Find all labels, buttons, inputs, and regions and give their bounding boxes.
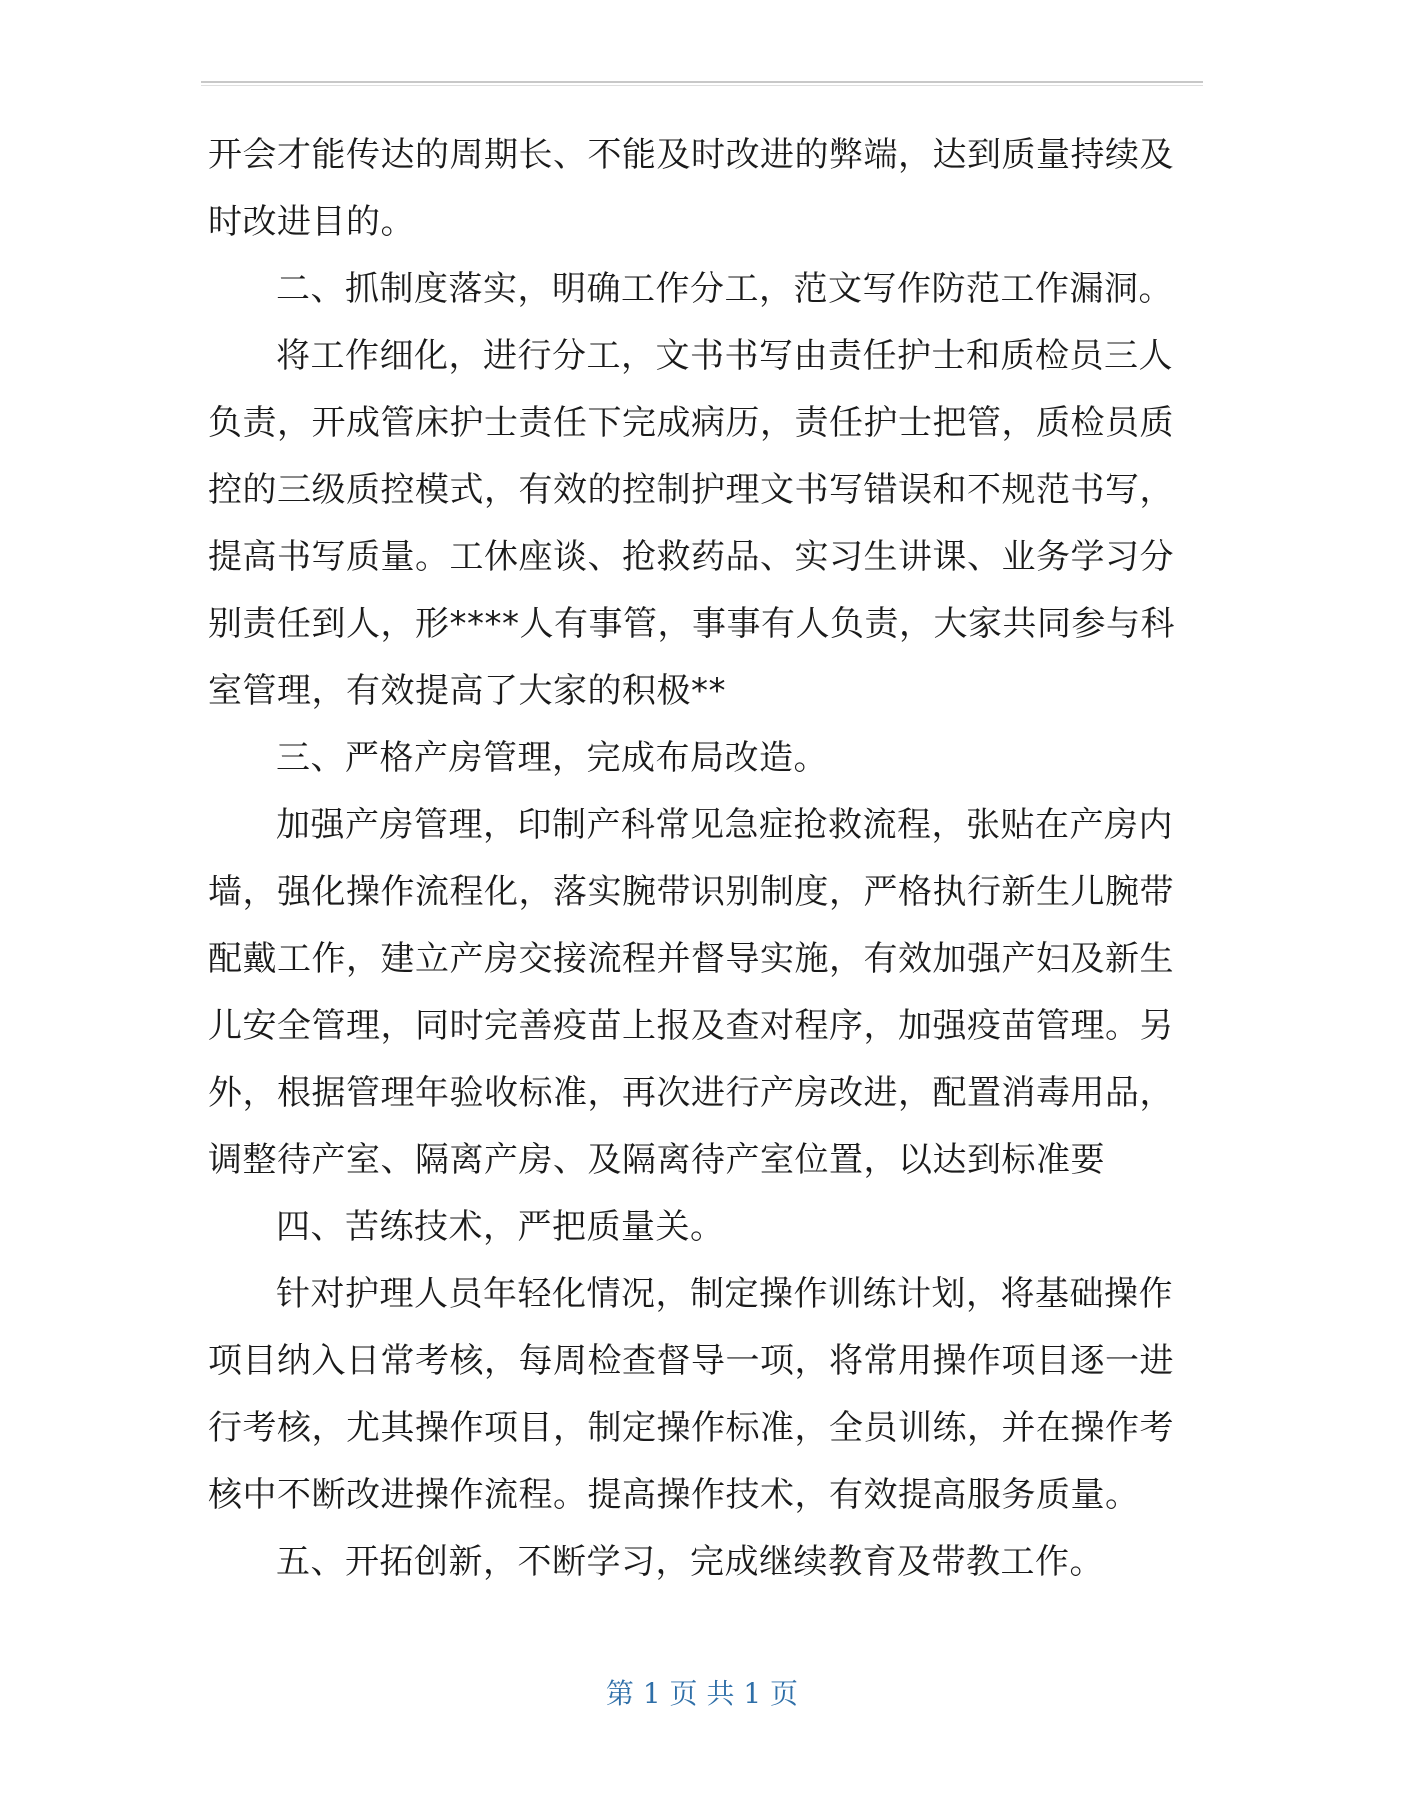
document-body	[208, 122, 1182, 1596]
text-line: 开会才能传达的周期长、不能及时改进的弊端，达到质量持续及	[208, 135, 1174, 175]
text-line: 负责，开成管床护士责任下完成病历，责任护士把管，质检员质	[208, 403, 1174, 443]
text-line: 控的三级质控模式，有效的控制护理文书写错误和不规范书写，	[208, 470, 1174, 510]
text-line: 核中不断改进操作流程。提高操作技术，有效提高服务质量。	[208, 1475, 1140, 1515]
text-line: 儿安全管理，同时完善疫苗上报及查对程序，加强疫苗管理。另	[208, 1006, 1174, 1046]
text-line: 室管理，有效提高了大家的积极**	[208, 671, 726, 711]
text-line: 将工作细化，进行分工，文书书写由责任护士和质检员三人	[276, 336, 1173, 376]
text-line: 加强产房管理，印制产科常见急症抢救流程，张贴在产房内	[276, 805, 1173, 845]
text-line: 时改进目的。	[208, 202, 415, 242]
text-line: 项目纳入日常考核，每周检查督导一项，将常用操作项目逐一进	[208, 1341, 1174, 1381]
section-heading: 五、开拓创新，不断学习，完成继续教育及带教工作。	[276, 1542, 1104, 1582]
page-number-footer: 第 1 页 共 1 页	[605, 1677, 799, 1710]
text-line: 提高书写质量。工休座谈、抢救药品、实习生讲课、业务学习分	[208, 537, 1174, 577]
text-line: 墙，强化操作流程化，落实腕带识别制度，严格执行新生儿腕带	[208, 872, 1174, 912]
text-line: 配戴工作，建立产房交接流程并督导实施，有效加强产妇及新生	[208, 939, 1174, 979]
header-rule	[201, 81, 1203, 86]
text-line: 行考核，尤其操作项目，制定操作标准，全员训练，并在操作考	[208, 1408, 1174, 1448]
text-line: 别责任到人，形****人有事管，事事有人负责，大家共同参与科	[208, 604, 1175, 644]
text-line: 调整待产室、隔离产房、及隔离待产室位置，以达到标准要	[208, 1140, 1105, 1180]
text-line: 针对护理人员年轻化情况，制定操作训练计划，将基础操作	[276, 1274, 1173, 1314]
section-heading: 二、抓制度落实，明确工作分工，范文写作防范工作漏洞。	[276, 269, 1173, 309]
section-heading: 三、严格产房管理，完成布局改造。	[276, 738, 828, 778]
text-line: 外，根据管理年验收标准，再次进行产房改进，配置消毒用品，	[208, 1073, 1174, 1113]
section-heading: 四、苦练技术，严把质量关。	[276, 1207, 725, 1247]
